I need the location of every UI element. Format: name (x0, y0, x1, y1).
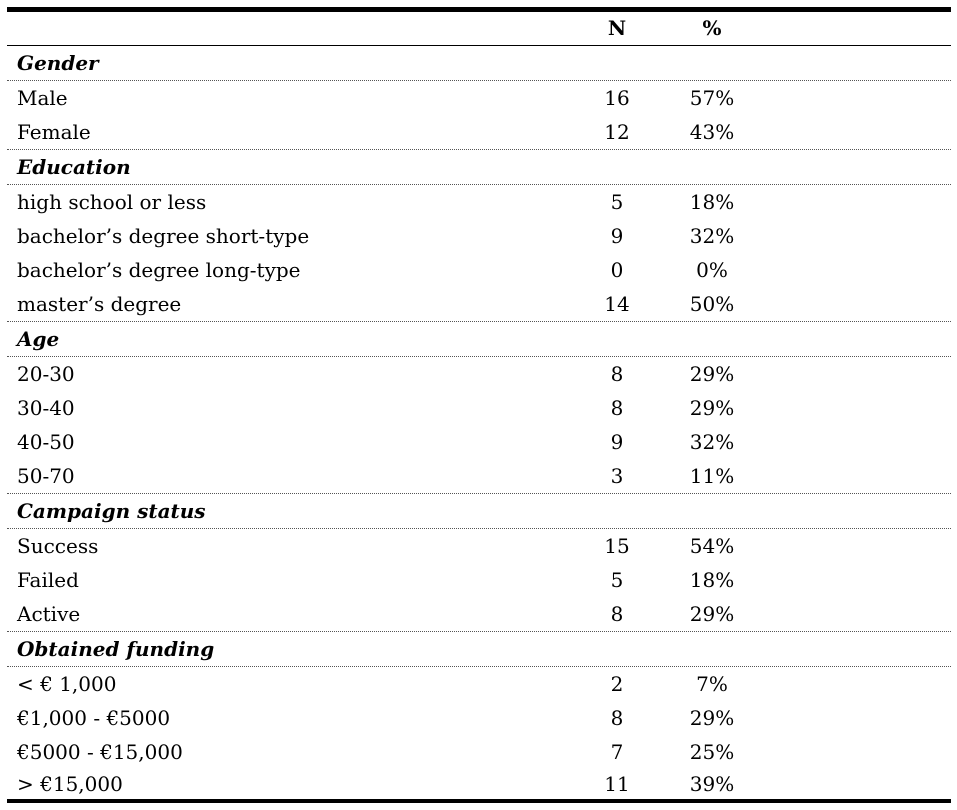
row-label: Active (17, 602, 81, 626)
row-pct: 39% (689, 772, 735, 796)
row-n: 16 (604, 86, 630, 110)
row-n: 14 (604, 292, 630, 316)
row-pct: 32% (689, 224, 735, 248)
row-pct: 11% (689, 464, 735, 488)
row-label: Failed (17, 568, 79, 592)
header-n: N (607, 16, 627, 40)
row-label: €5000 - €15,000 (17, 740, 183, 764)
row-n: 7 (610, 740, 624, 764)
row-pct: 18% (689, 190, 735, 214)
row-label: Male (17, 86, 68, 110)
table-row (7, 425, 951, 459)
section-rows-gender (7, 81, 951, 150)
row-label: Success (17, 534, 99, 558)
row-n: 3 (610, 464, 624, 488)
row-pct: 29% (689, 396, 735, 420)
row-pct: 25% (689, 740, 735, 764)
section-title: Education (17, 155, 131, 179)
row-pct: 18% (689, 568, 735, 592)
row-pct: 43% (689, 120, 735, 144)
header-pct: % (702, 16, 722, 40)
section-rows-education (7, 185, 951, 322)
table-row (7, 459, 951, 493)
table-row (7, 597, 951, 631)
row-n: 15 (604, 534, 630, 558)
row-label: bachelor’s degree short-type (17, 224, 310, 248)
table-bottom-rule (7, 799, 951, 803)
table-row (7, 219, 951, 253)
row-pct: 29% (689, 362, 735, 386)
section-heading-campaign-status (7, 494, 951, 529)
table-row (7, 391, 951, 425)
table-row (7, 769, 951, 799)
row-n: 0 (610, 258, 624, 282)
table-row (7, 529, 951, 563)
section-rows-campaign-status (7, 529, 951, 632)
table-row (7, 357, 951, 391)
row-label: €1,000 - €5000 (17, 706, 171, 730)
table-row (7, 253, 951, 287)
row-pct: 29% (689, 602, 735, 626)
section-heading-education (7, 150, 951, 185)
row-pct: 7% (696, 672, 728, 696)
row-pct: 32% (689, 430, 735, 454)
table-header-row (7, 12, 951, 46)
row-label: 50-70 (17, 464, 75, 488)
row-label: < € 1,000 (17, 672, 117, 696)
row-n: 8 (610, 706, 624, 730)
table-row (7, 185, 951, 219)
row-label: master’s degree (17, 292, 182, 316)
row-n: 9 (610, 224, 624, 248)
row-label: bachelor’s degree long-type (17, 258, 301, 282)
row-label: high school or less (17, 190, 207, 214)
row-n: 9 (610, 430, 624, 454)
section-rows-obtained-funding (7, 667, 951, 799)
row-label: 20-30 (17, 362, 75, 386)
row-n: 12 (604, 120, 630, 144)
row-n: 8 (610, 396, 624, 420)
row-label: Female (17, 120, 91, 144)
table-row (7, 563, 951, 597)
row-label: 40-50 (17, 430, 75, 454)
section-heading-age (7, 322, 951, 357)
section-heading-obtained-funding (7, 632, 951, 667)
section-rows-age (7, 357, 951, 494)
section-title: Age (17, 327, 60, 351)
row-label: 30-40 (17, 396, 75, 420)
row-pct: 29% (689, 706, 735, 730)
row-pct: 50% (689, 292, 735, 316)
row-pct: 0% (696, 258, 728, 282)
row-n: 8 (610, 602, 624, 626)
row-label: > €15,000 (17, 772, 123, 796)
row-n: 5 (610, 568, 624, 592)
row-pct: 57% (689, 86, 735, 110)
section-title: Campaign status (17, 499, 206, 523)
demographics-table (7, 7, 951, 803)
row-n: 5 (610, 190, 624, 214)
row-n: 11 (604, 772, 630, 796)
table-row (7, 701, 951, 735)
section-title: Obtained funding (17, 637, 215, 661)
table-row (7, 115, 951, 149)
table-row (7, 667, 951, 701)
row-n: 2 (610, 672, 624, 696)
row-pct: 54% (689, 534, 735, 558)
table-row (7, 81, 951, 115)
section-heading-gender (7, 46, 951, 81)
table-row (7, 735, 951, 769)
row-n: 8 (610, 362, 624, 386)
section-title: Gender (17, 51, 99, 75)
table-row (7, 287, 951, 321)
